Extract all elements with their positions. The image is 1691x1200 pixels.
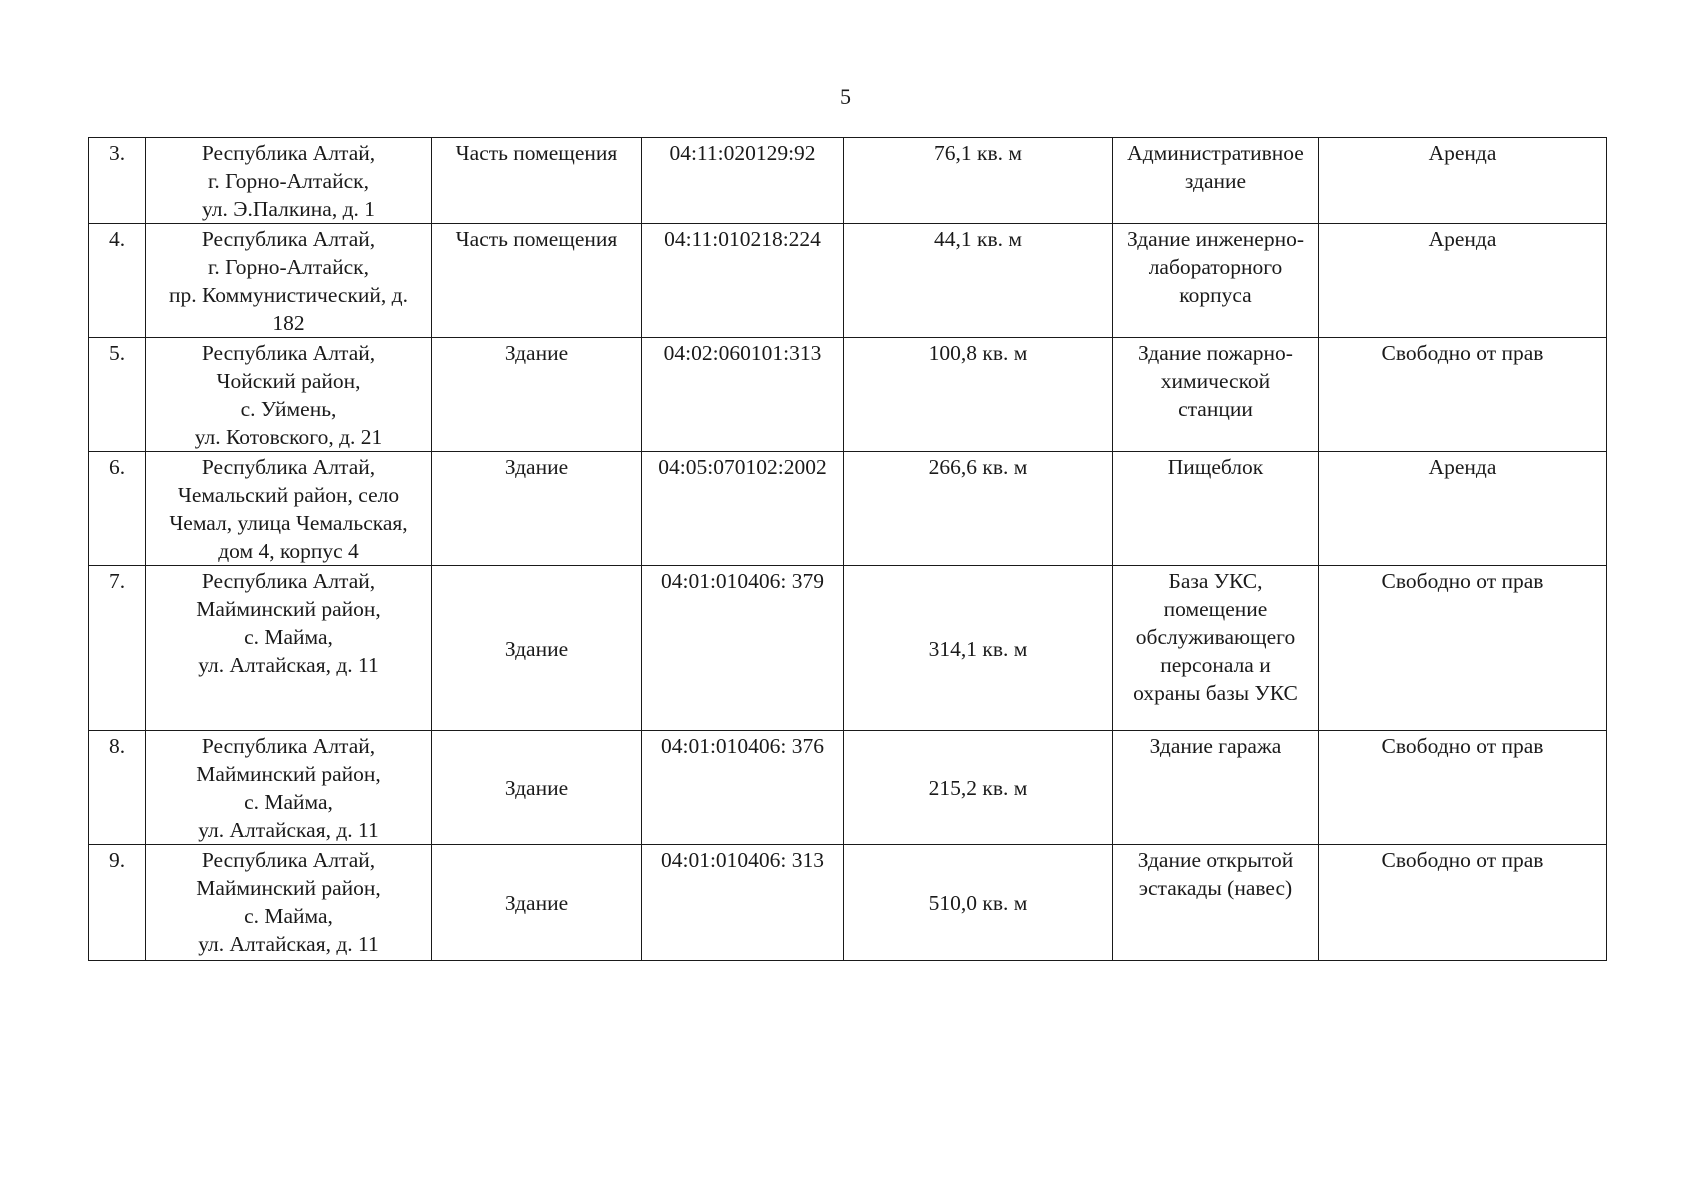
address-line: Майминский район, [196,876,381,900]
purpose-line: обслуживающего [1135,625,1296,649]
cadastral-number-cell: 04:05:070102:2002 [642,452,844,566]
purpose-cell [1113,845,1319,961]
purpose-line: Здание пожарно- [1138,341,1293,365]
address-line: Майминский район, [196,597,381,621]
area-cell: 44,1 кв. м [844,224,1113,338]
address-cell [146,452,432,566]
address-line: Республика Алтай, [201,141,376,165]
row-number: 3. [89,138,146,224]
object-type-cell: Здание [432,845,642,961]
purpose-line: эстакады (навес) [1138,876,1293,900]
address-line: с. Майма, [244,625,333,649]
address-line: Республика Алтай, [201,455,376,479]
table-row [89,138,1607,224]
status-cell: Аренда [1319,452,1607,566]
address-line: Республика Алтай, [201,848,376,872]
status-cell: Аренда [1319,138,1607,224]
address-line: Республика Алтай, [201,569,376,593]
property-table [88,137,1607,961]
area-cell: 76,1 кв. м [844,138,1113,224]
purpose-cell [1113,566,1319,731]
purpose-cell [1113,138,1319,224]
row-number: 6. [89,452,146,566]
area-cell: 510,0 кв. м [844,845,1113,961]
row-number: 4. [89,224,146,338]
purpose-line: корпуса [1179,283,1252,307]
cadastral-number-cell: 04:02:060101:313 [642,338,844,452]
address-line: Майминский район, [196,762,381,786]
cadastral-number-cell: 04:01:010406: 313 [642,845,844,961]
object-type-cell: Здание [432,731,642,845]
table-row [89,224,1607,338]
address-line: ул. Алтайская, д. 11 [198,818,379,842]
address-line: ул. Алтайская, д. 11 [198,932,379,956]
address-line: Чойский район, [216,369,361,393]
page-number: 5 [840,84,851,109]
row-number: 9. [89,845,146,961]
area-cell: 266,6 кв. м [844,452,1113,566]
object-type-cell: Здание [432,338,642,452]
address-line: г. Горно-Алтайск, [208,255,369,279]
address-cell [146,566,432,731]
status-cell: Свободно от прав [1319,338,1607,452]
address-cell [146,138,432,224]
row-number: 8. [89,731,146,845]
area-cell: 314,1 кв. м [844,566,1113,731]
address-cell [146,338,432,452]
area-cell: 100,8 кв. м [844,338,1113,452]
address-line: Республика Алтай, [201,227,376,251]
cadastral-number-cell: 04:11:020129:92 [642,138,844,224]
address-cell [146,731,432,845]
purpose-cell [1113,338,1319,452]
status-cell: Свободно от прав [1319,566,1607,731]
purpose-cell [1113,224,1319,338]
purpose-line: химической [1160,369,1271,393]
address-cell [146,224,432,338]
address-line: ул. Котовского, д. 21 [194,425,383,449]
object-type-cell: Часть помещения [432,138,642,224]
cadastral-number-cell: 04:01:010406: 379 [642,566,844,731]
address-line: ул. Э.Палкина, д. 1 [201,197,376,221]
table-row [89,845,1607,961]
purpose-line: Здание инженерно- [1127,227,1304,251]
row-number: 5. [89,338,146,452]
purpose-line: Пищеблок [1167,455,1264,479]
address-line: с. Майма, [244,790,333,814]
address-line: Чемальский район, село [177,483,400,507]
purpose-line: Административное [1127,141,1304,165]
address-line: Республика Алтай, [201,734,376,758]
address-line: с. Уймень, [240,397,337,421]
address-line: Чемал, улица Чемальская, [169,511,408,535]
address-cell [146,845,432,961]
object-type-cell: Здание [432,566,642,731]
purpose-line: здание [1184,169,1247,193]
status-cell: Аренда [1319,224,1607,338]
purpose-line: помещение [1163,597,1268,621]
area-cell: 215,2 кв. м [844,731,1113,845]
purpose-line: Здание гаража [1149,734,1282,758]
address-line: г. Горно-Алтайск, [208,169,369,193]
row-number: 7. [89,566,146,731]
purpose-line: Здание открытой [1137,848,1294,872]
purpose-line: станции [1178,397,1253,421]
address-line: Республика Алтай, [201,341,376,365]
purpose-cell [1113,731,1319,845]
table-row [89,452,1607,566]
object-type-cell: Здание [432,452,642,566]
table-row [89,731,1607,845]
status-cell: Свободно от прав [1319,731,1607,845]
table-row [89,566,1607,731]
purpose-line: База УКС, [1168,569,1263,593]
cadastral-number-cell: 04:01:010406: 376 [642,731,844,845]
cadastral-number-cell: 04:11:010218:224 [642,224,844,338]
address-line: дом 4, корпус 4 [218,539,359,563]
address-line: пр. Коммунистический, д. [169,283,408,307]
purpose-line: лабораторного [1148,255,1283,279]
purpose-line: охраны базы УКС [1133,681,1298,705]
address-line: ул. Алтайская, д. 11 [198,653,379,677]
table-row [89,338,1607,452]
status-cell: Свободно от прав [1319,845,1607,961]
object-type-cell: Часть помещения [432,224,642,338]
purpose-cell [1113,452,1319,566]
purpose-line: персонала и [1160,653,1271,677]
address-line: с. Майма, [244,904,333,928]
address-line: 182 [272,311,305,335]
